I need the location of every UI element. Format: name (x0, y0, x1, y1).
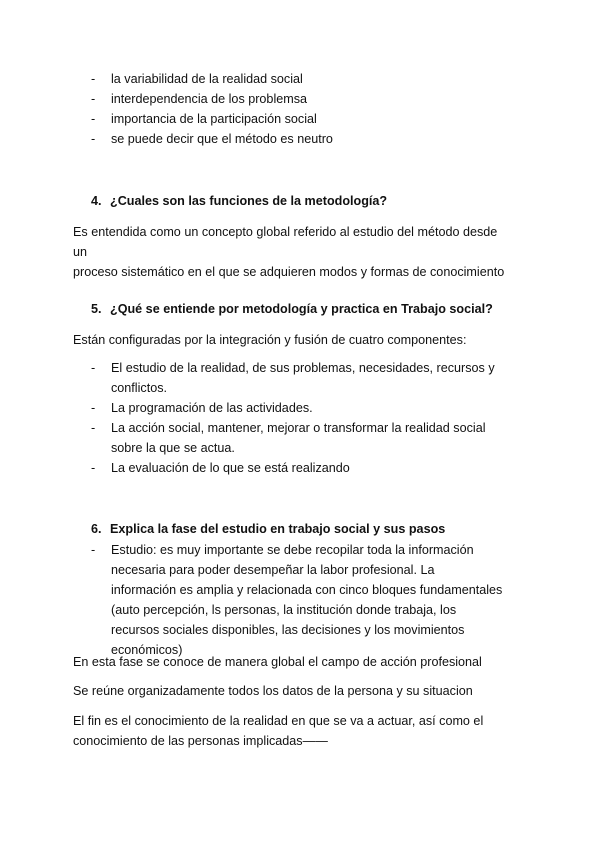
section-number: 6. (91, 522, 102, 536)
list-item: - La programación de las actividades. (73, 398, 503, 418)
list-item: - Estudio: es muy importante se debe recopilar toda la información necesaria para poder desempeñar la labor profesional. La información es amplia y relacionada con cinco bloques fundamentales (auto percepción, ls personas, la institución donde trabaja, los recursos sociales disponibles, las decisiones y los movimientos económicos) (73, 540, 503, 660)
section-title: Explica la fase del estudio en trabajo social y sus pasos (110, 522, 446, 536)
paragraph-line: El fin es el conocimiento de la realidad en que se va a actuar, así como el (73, 714, 484, 728)
list-item: - importancia de la participación social (73, 109, 503, 129)
section-title: ¿Cuales son las funciones de la metodología? (110, 194, 388, 208)
intro-list (73, 69, 503, 149)
section-6-para-1: En esta fase se conoce de manera global el campo de acción profesional (73, 655, 482, 669)
list-item: - se puede decir que el método es neutro (73, 129, 503, 149)
section-number: 5. (91, 302, 102, 316)
section-title: ¿Qué se entiende por metodología y practica en Trabajo social? (110, 302, 493, 316)
section-5-heading (91, 299, 493, 319)
paragraph-line: Es entendida como un concepto global referido al estudio del método desde un (73, 225, 498, 259)
list-item: - La evaluación de lo que se está realizando (73, 458, 503, 478)
paragraph-line: proceso sistemático en el que se adquieren modos y formas de conocimiento (73, 265, 505, 279)
section-6-list (73, 540, 503, 660)
section-5-intro: Están configuradas por la integración y fusión de cuatro componentes: (73, 333, 467, 347)
paragraph-line: conocimiento de las personas implicadas—— (73, 734, 328, 748)
list-item: - la variabilidad de la realidad social (73, 69, 503, 89)
section-6-para-2: Se reúne organizadamente todos los datos de la persona y su situacion (73, 684, 473, 698)
section-4-heading (91, 191, 387, 211)
list-item: - El estudio de la realidad, de sus problemas, necesidades, recursos y conflictos. (73, 358, 503, 398)
section-4-body (73, 222, 513, 282)
section-6-heading (91, 519, 445, 539)
list-item: - La acción social, mantener, mejorar o transformar la realidad social sobre la que se actua. (73, 418, 503, 458)
section-6-para-3 (73, 711, 513, 751)
section-5-list (73, 358, 503, 478)
section-number: 4. (91, 194, 102, 208)
list-item: - interdependencia de los problemsa (73, 89, 503, 109)
